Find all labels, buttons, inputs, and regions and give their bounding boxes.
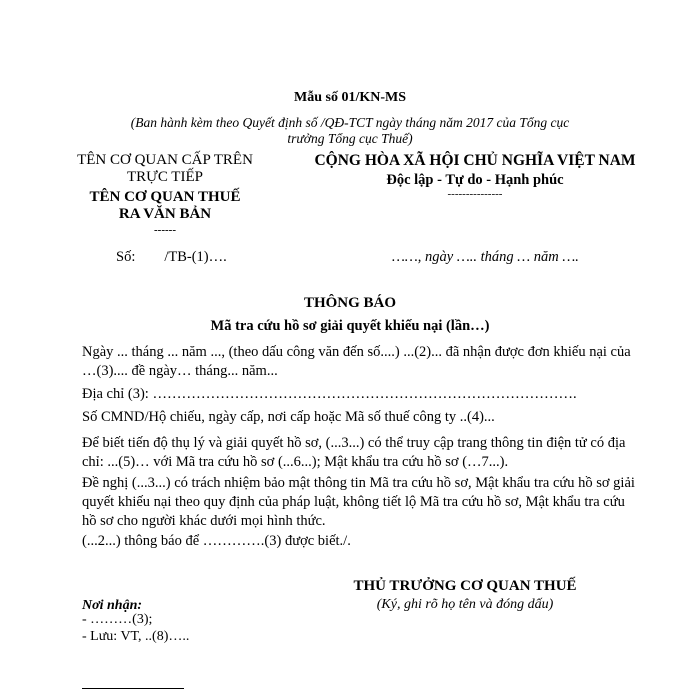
decree-note-line1: (Ban hành kèm theo Quyết định số /QĐ-TCT ngày tháng năm 2017 của Tổng cục — [130, 115, 570, 130]
national-motto: Độc lập - Tự do - Hạnh phúc — [386, 172, 564, 188]
issuing-agency-block — [60, 189, 270, 223]
superior-agency-line2: TRỰC TIẾP — [127, 169, 203, 185]
decree-note — [100, 115, 600, 147]
paragraph-address: Địa chỉ (3): ……………………………………………………………………………. — [82, 386, 577, 402]
motto-divider: --------------- — [447, 188, 503, 200]
issuing-agency-line1: TÊN CƠ QUAN THUẾ — [89, 189, 241, 205]
document-number: Số: /TB-(1)…. — [116, 249, 227, 265]
paragraph-tracking: Để biết tiến độ thụ lý và giải quyết hồ sơ, (...3...) có thể truy cập trang thông tin điện tử có địa chỉ: ...(5)… với Mã tra cứu hồ sơ (...6...); Mật khẩu tra cứu hồ sơ (…7...). — [82, 435, 626, 470]
recipients-label: Nơi nhận: — [82, 598, 143, 613]
paragraph-closing: (...2...) thông báo để ………….(3) được biết./. — [82, 533, 351, 549]
footnote-separator — [82, 688, 184, 689]
recipient-item: - Lưu: VT, ..(8)….. — [82, 629, 190, 644]
paragraph-confidentiality: Đề nghị (...3...) có trách nhiệm bảo mật thông tin Mã tra cứu hồ sơ, Mật khẩu tra cứu hồ sơ giải quyết khiếu nại theo quy định của pháp luật, không tiết lộ Mã tra cứu hồ sơ, Mật khẩu tra cứu hồ sơ cho người khác dưới mọi hình thức. — [82, 475, 635, 529]
left-divider: ------ — [154, 224, 176, 236]
country-name: CỘNG HÒA XÃ HỘI CHỦ NGHĨA VIỆT NAM — [314, 152, 636, 169]
form-code: Mẫu số 01/KN-MS — [294, 90, 406, 105]
signature-note: (Ký, ghi rõ họ tên và đóng dấu) — [376, 597, 554, 612]
document-date: ……, ngày ….. tháng … năm …. — [392, 249, 579, 265]
superior-agency-block — [60, 152, 270, 186]
paragraph-id: Số CMND/Hộ chiếu, ngày cấp, nơi cấp hoặc Mã số thuế công ty ..(4)... — [82, 409, 495, 425]
superior-agency-line1: TÊN CƠ QUAN CẤP TRÊN — [77, 152, 253, 168]
notice-title: THÔNG BÁO — [303, 295, 397, 311]
signature-title: THỦ TRƯỞNG CƠ QUAN THUẾ — [353, 578, 577, 594]
paragraph-receipt: Ngày ... tháng ... năm ..., (theo dấu công văn đến số....) ...(2)... đã nhận được đơn khiếu nại của …(3).... đề ngày… tháng... năm... — [82, 344, 631, 379]
decree-note-line2: trưởng Tổng cục Thuế) — [287, 131, 413, 146]
recipient-item: - ………(3); — [82, 612, 153, 627]
notice-subtitle: Mã tra cứu hồ sơ giải quyết khiếu nại (lần…) — [210, 318, 490, 334]
issuing-agency-line2: RA VĂN BẢN — [118, 206, 212, 222]
